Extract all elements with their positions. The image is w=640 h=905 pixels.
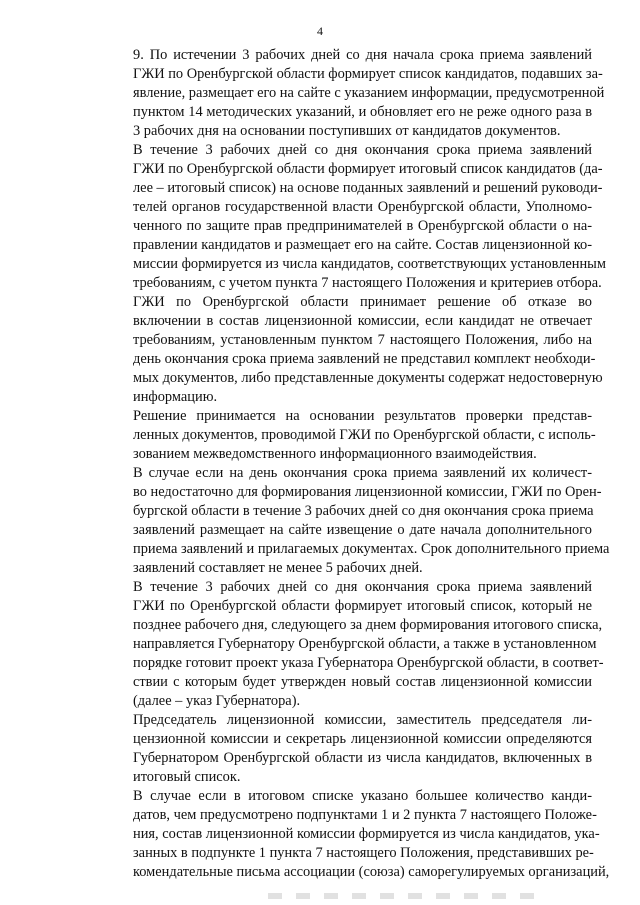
document-paragraph bbox=[87, 578, 604, 711]
text-line: (далее – указ Губернатора). bbox=[133, 693, 301, 709]
scan-artifact bbox=[268, 893, 548, 899]
text-line: Председатель лицензионной комиссии, заместитель председателя ли- bbox=[133, 712, 592, 728]
text-line: цензионной комиссии и секретарь лицензионной комиссии определяются bbox=[133, 731, 592, 747]
text-line: мых документов, либо представленные документы содержат недостоверную bbox=[133, 370, 603, 386]
text-line: позднее рабочего дня, следующего за днем формирования итогового списка, bbox=[133, 617, 603, 633]
text-line: пунктом 14 методических указаний, и обновляет его не реже одного раза в bbox=[133, 104, 592, 120]
page-number: 4 bbox=[317, 24, 323, 38]
text-line: Решение принимается на основании результатов проверки представ- bbox=[133, 408, 592, 424]
text-line: ния, состав лицензионной комиссии формируется из числа кандидатов, ука- bbox=[133, 826, 600, 842]
text-line: требованиям, установленным пунктом 7 настоящего Положения, либо на bbox=[133, 332, 592, 348]
text-line: ГЖИ по Оренбургской области формирует итоговый список кандидатов (да- bbox=[133, 161, 603, 177]
document-paragraph bbox=[87, 711, 592, 787]
text-line: бургской области в течение 3 рабочих дней со дня окончания срока приема bbox=[133, 503, 594, 519]
text-line: во недостаточно для формирования лицензионной комиссии, ГЖИ по Орен- bbox=[133, 484, 602, 500]
text-line: правлении кандидатов и размещает его на сайте. Состав лицензионной ко- bbox=[133, 237, 592, 253]
text-line: ленных документов, проводимой ГЖИ по Оренбургской области, с исполь- bbox=[133, 427, 596, 443]
text-line: направляется Губернатору Оренбургской области, а также в установленном bbox=[133, 636, 597, 652]
text-line: требованиям, с учетом пункта 7 настоящего Положения и критериев отбора. bbox=[133, 275, 602, 291]
text-line: ГЖИ по Оренбургской области принимает решение об отказе во bbox=[133, 294, 592, 310]
text-line: информацию. bbox=[133, 389, 218, 405]
text-line: включении в состав лицензионной комиссии, если кандидат не отвечает bbox=[133, 313, 592, 329]
text-line: миссии формируется из числа кандидатов, соответствующих установленным bbox=[133, 256, 606, 272]
text-line: В течение 3 рабочих дней со дня окончания срока приема заявлений bbox=[133, 579, 592, 595]
text-line: ГЖИ по Оренбургской области формирует список кандидатов, подавших за- bbox=[133, 66, 603, 82]
text-line: порядке готовит проект указа Губернатора Оренбургской области, в соответ- bbox=[133, 655, 604, 671]
document-paragraph bbox=[87, 787, 610, 882]
text-line: Губернатором Оренбургской области из числа кандидатов, включенных в bbox=[133, 750, 592, 766]
text-line: В случае если на день окончания срока приема заявлений их количест- bbox=[133, 465, 592, 481]
text-line: В случае если в итоговом списке указано большее количество канди- bbox=[133, 788, 592, 804]
text-line: приема заявлений и прилагаемых документах. Срок дополнительного приема bbox=[133, 541, 610, 557]
text-line: В течение 3 рабочих дней со дня окончания срока приема заявлений bbox=[133, 142, 592, 158]
document-paragraph bbox=[87, 293, 603, 407]
text-line: явление, размещает его на сайте с указанием информации, предусмотренной bbox=[133, 85, 605, 101]
text-line: 9. По истечении 3 рабочих дней со дня начала срока приема заявлений bbox=[133, 47, 592, 63]
document-paragraph bbox=[87, 407, 596, 464]
text-line: 3 рабочих дня на основании поступивших от кандидатов документов. bbox=[133, 123, 561, 139]
text-line: телей органов государственной власти Оренбургской области, Уполномо- bbox=[133, 199, 592, 215]
document-paragraph bbox=[87, 141, 606, 293]
document-body bbox=[87, 46, 610, 882]
text-line: итоговый список. bbox=[133, 769, 241, 785]
text-line: заявлений размещает на сайте извещение о дате начала дополнительного bbox=[133, 522, 592, 538]
text-line: лее – итоговый список) на основе поданных заявлений и решений руководи- bbox=[133, 180, 603, 196]
text-line: заявлений составляет не менее 5 рабочих дней. bbox=[133, 560, 423, 576]
text-line: ченного по защите прав предпринимателей в Оренбургской области о на- bbox=[133, 218, 592, 234]
text-line: занных в подпункте 1 пункта 7 настоящего Положения, представивших ре- bbox=[133, 845, 594, 861]
text-line: датов, чем предусмотрено подпунктами 1 и 2 пункта 7 настоящего Положе- bbox=[133, 807, 597, 823]
document-paragraph bbox=[87, 464, 610, 578]
document-paragraph bbox=[87, 46, 605, 141]
text-line: зованием межведомственного информационного взаимодействия. bbox=[133, 446, 537, 462]
text-line: комендательные письма ассоциации (союза) саморегулируемых организаций, bbox=[133, 864, 610, 880]
text-line: день окончания срока приема заявлений не представил комплект необходи- bbox=[133, 351, 596, 367]
text-line: ГЖИ по Оренбургской области формирует итоговый список, который не bbox=[133, 598, 592, 614]
text-line: ствии с которым будет утвержден новый состав лицензионной комиссии bbox=[133, 674, 592, 690]
